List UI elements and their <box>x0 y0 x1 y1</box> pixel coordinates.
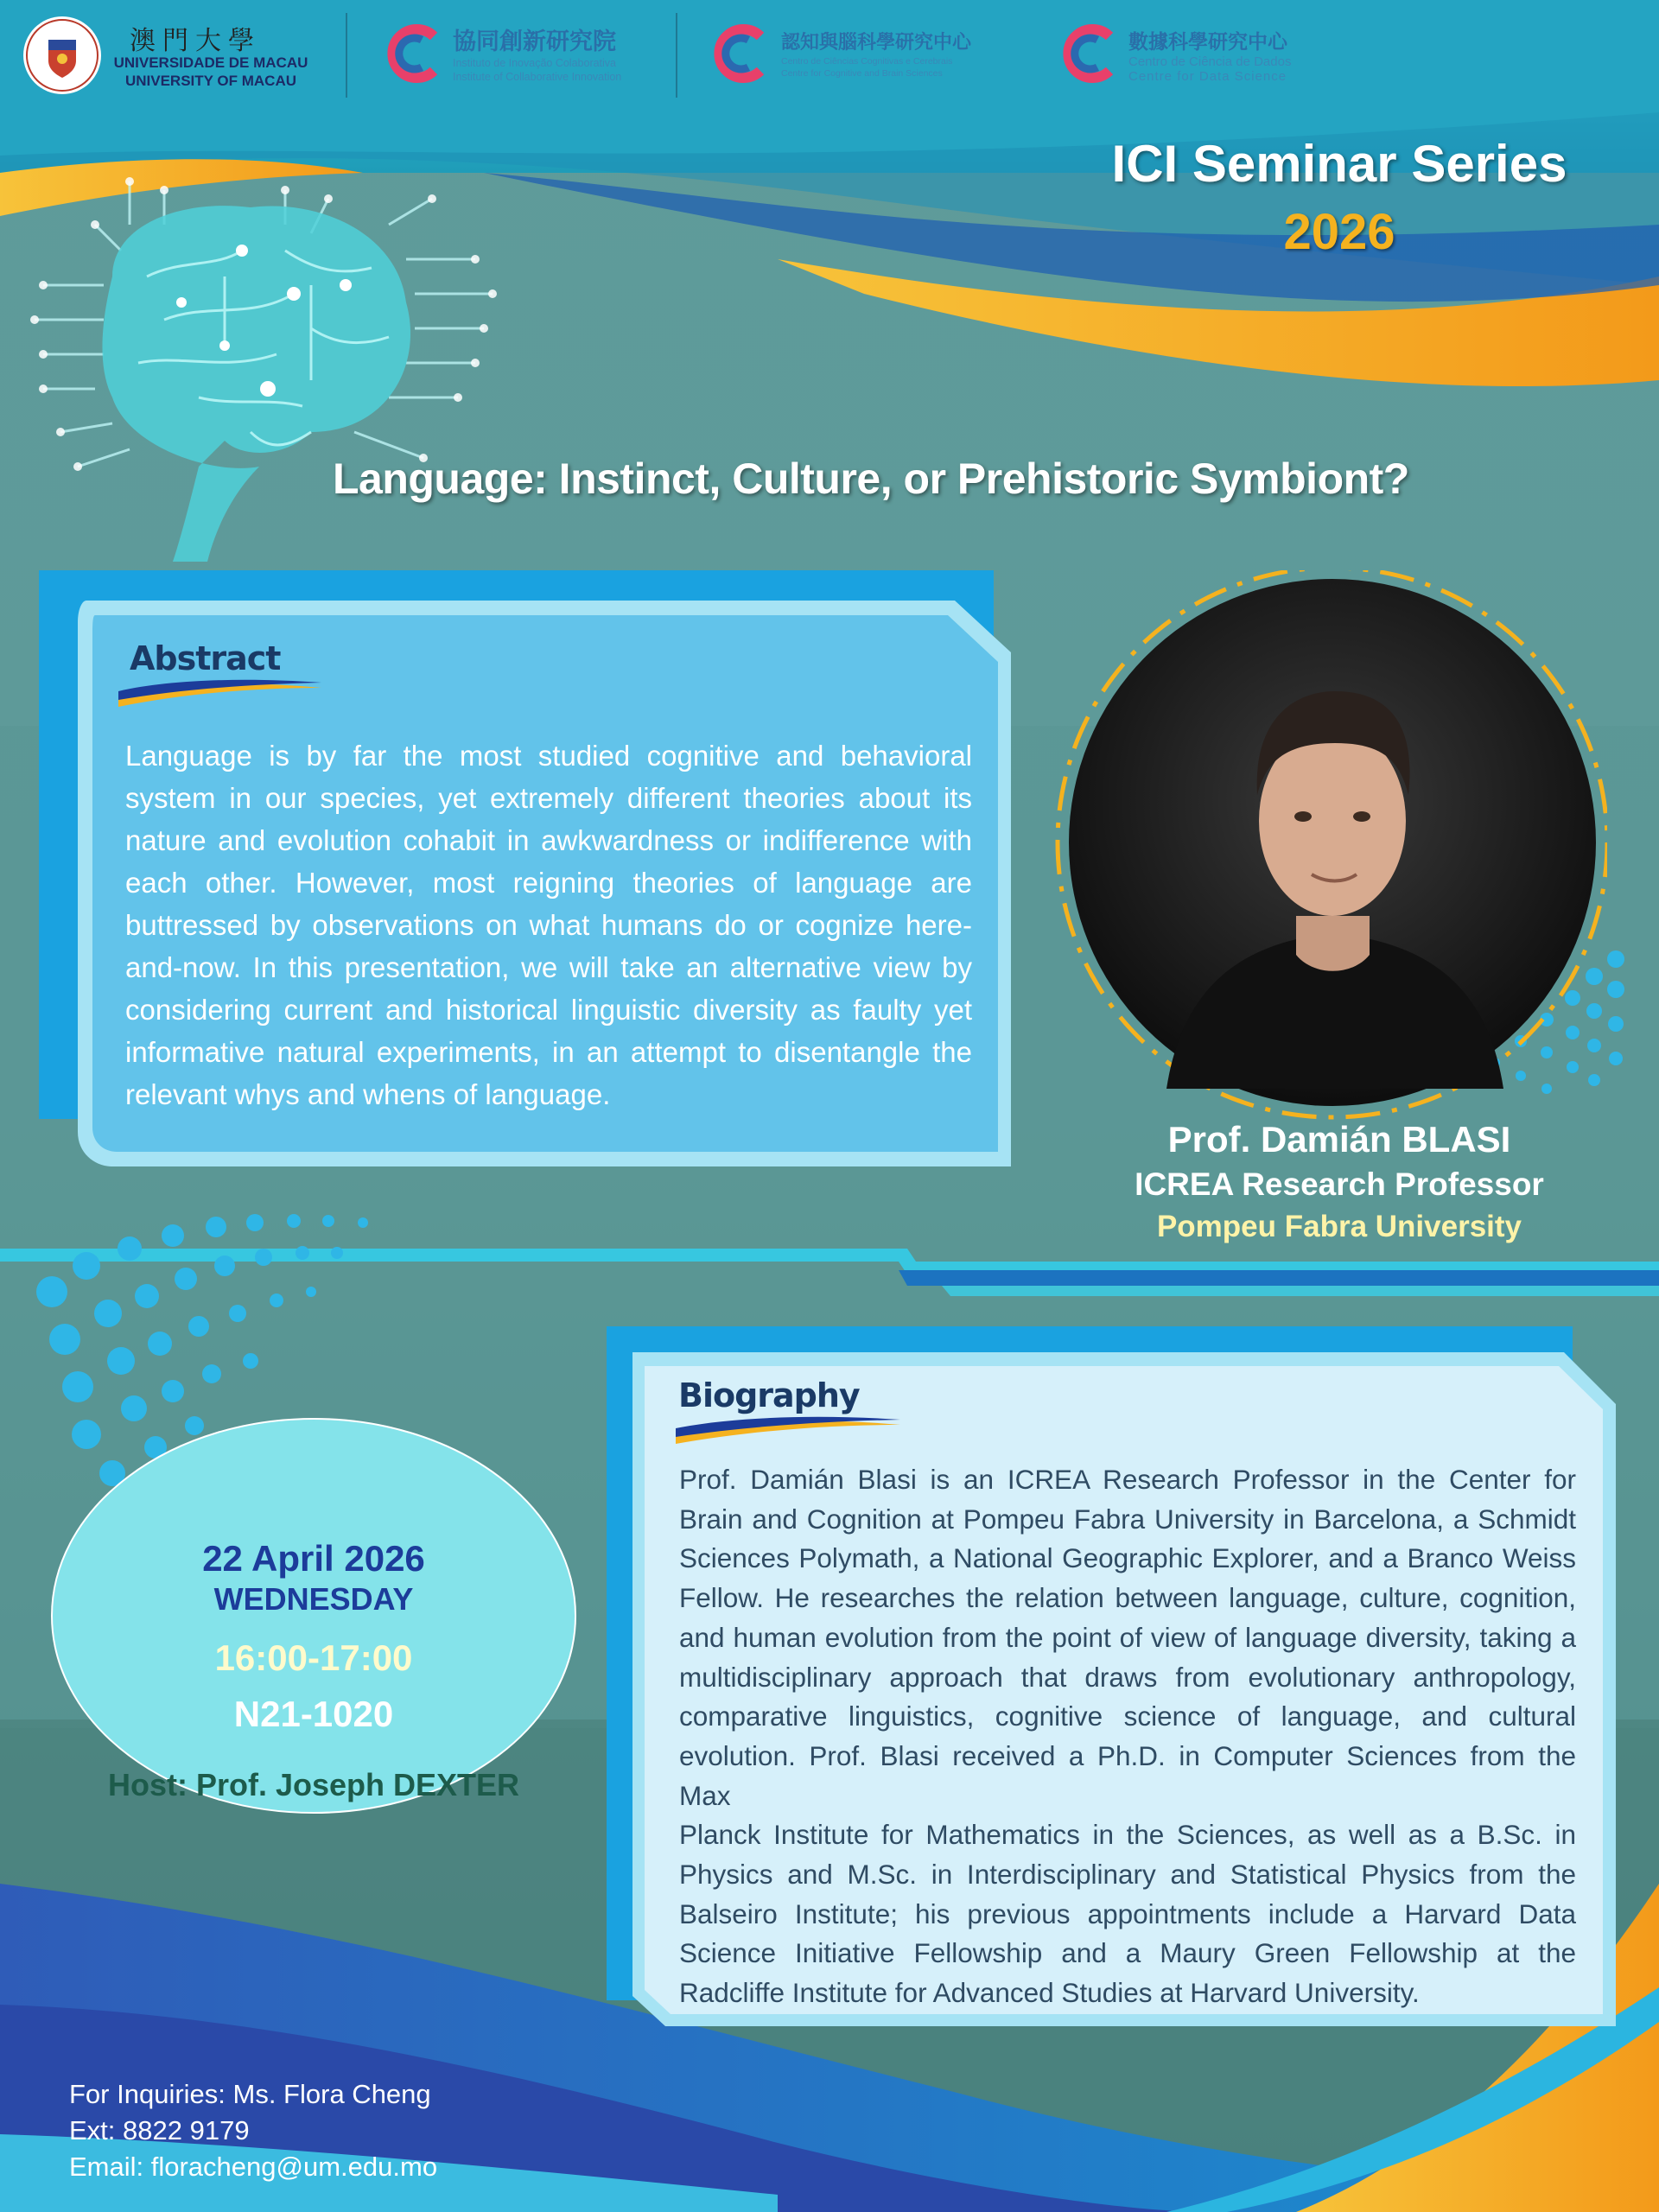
um-chinese-name: 澳門大學 <box>130 26 261 56</box>
biography-line: Planck Institute for Mathematics in the Sciences, as well as a B.Sc. in <box>679 1819 1576 1851</box>
footer-ext: Ext: 8822 9179 <box>69 2115 250 2145</box>
speaker-photo-area <box>1037 570 1642 1141</box>
biography-line: Balseiro Institute; his previous appointments include a Harvard Data <box>679 1897 1576 1929</box>
biography-line: Sciences Polymath, a National Geographic Explorer, and a Branco Weiss <box>679 1542 1576 1574</box>
speaker-role: ICREA Research Professor <box>1135 1166 1544 1202</box>
abstract-panel <box>39 570 1015 1166</box>
talk-title: Language: Instinct, Culture, or Prehistoric Symbiont? <box>333 454 1409 503</box>
event-room: N21-1020 <box>233 1694 394 1734</box>
um-seal-icon <box>22 16 102 95</box>
biography-line: Fellow. He researches the relation between language, culture, cognition, <box>679 1582 1576 1614</box>
header-bar <box>0 0 1659 108</box>
abstract-line: each other. However, most reigning theories of language are <box>125 867 972 899</box>
abstract-line: system in our species, yet extremely different theories about its <box>125 782 972 814</box>
biography-line: Radcliffe Institute for Advanced Studies at Harvard University. <box>679 1977 1420 2009</box>
abstract-line: Language is by far the most studied cognitive and behavioral <box>125 740 972 772</box>
abstract-line: relevant whys and whens of language. <box>125 1078 611 1110</box>
institute-1-pt: Instituto de Inovação Colaborativa <box>453 57 617 69</box>
institute-1-cn: 協同創新研究院 <box>453 29 616 55</box>
abstract-line: and-now. In this presentation, we will take an alternative view by <box>125 951 972 983</box>
cds-logo-icon <box>1063 24 1116 83</box>
event-time: 16:00-17:00 <box>214 1637 413 1678</box>
biography-body <box>679 1460 1576 2013</box>
institute-1-en: Institute of Collaborative Innovation <box>453 71 622 83</box>
institute-2-en: Centre for Cognitive and Brain Sciences <box>781 68 943 79</box>
abstract-line: nature and evolution cohabit in awkwardness or indifference with <box>125 824 972 856</box>
abstract-body <box>125 734 972 1116</box>
speaker-name: Prof. Damián BLASI <box>1167 1119 1511 1160</box>
ici-logo-icon <box>387 24 441 83</box>
heading-swoosh-icon <box>118 676 326 710</box>
um-name-en: UNIVERSITY OF MACAU <box>124 73 297 89</box>
header-divider <box>676 13 677 98</box>
abstract-line: buttressed by observations on what humans do or cognize here- <box>125 909 972 941</box>
biography-line: Science Initiative Fellowship and a Maury Green Fellowship at the <box>679 1937 1576 1969</box>
abstract-heading: Abstract <box>130 639 281 677</box>
header-divider <box>346 13 347 98</box>
um-name-pt: UNIVERSIDADE DE MACAU <box>113 54 308 71</box>
event-date: 22 April 2026 <box>202 1538 425 1579</box>
ccbs-logo-icon <box>714 24 767 83</box>
biography-line: evolution. Prof. Blasi received a Ph.D. in Computer Sciences from the Max <box>679 1739 1576 1811</box>
institute-3-pt: Centro de Ciência de Dados <box>1128 54 1292 69</box>
abstract-line: informative natural experiments, in an attempt to disentangle the <box>125 1036 972 1068</box>
biography-line: and human evolution from the point of view of language diversity, taking a <box>679 1621 1576 1653</box>
series-title: ICI Seminar Series <box>1111 135 1567 193</box>
footer-inquiries: For Inquiries: Ms. Flora Cheng <box>69 2079 431 2109</box>
biography-line: Brain and Cognition at Pompeu Fabra University in Barcelona, a Schmidt <box>679 1503 1576 1535</box>
footer-contact <box>69 2076 674 2185</box>
institute-3-en: Centre for Data Science <box>1128 69 1287 84</box>
abstract-line: considering current and historical linguistic diversity as faulty yet <box>125 994 972 1026</box>
biography-line: multidisciplinary approach that draws from evolutionary anthropology, <box>679 1661 1576 1693</box>
series-year: 2026 <box>1283 204 1395 260</box>
event-details-circle <box>50 1417 577 1815</box>
brain-circuit-icon <box>26 173 510 570</box>
heading-swoosh-icon <box>676 1413 905 1447</box>
event-weekday: WEDNESDAY <box>213 1581 414 1617</box>
footer-email[interactable]: Email: floracheng@um.edu.mo <box>69 2152 438 2182</box>
biography-panel <box>605 1326 1620 2035</box>
biography-line: Physics and M.Sc. in Interdisciplinary and Statistical Physics from the <box>679 1859 1576 1891</box>
institute-2-cn: 認知與腦科學研究中心 <box>781 32 972 54</box>
institute-3-cn: 數據科學研究中心 <box>1128 31 1287 54</box>
event-host: Host: Prof. Joseph DEXTER <box>107 1767 520 1802</box>
speaker-institution: Pompeu Fabra University <box>1156 1210 1522 1243</box>
speaker-photo <box>1037 570 1607 1141</box>
biography-line: comparative linguistics, cognitive science of language, and cultural <box>679 1700 1576 1732</box>
biography-line: Prof. Damián Blasi is an ICREA Research Professor in the Center for <box>679 1464 1576 1495</box>
biography-heading: Biography <box>678 1376 860 1414</box>
institute-2-pt: Centro de Ciências Cognitivas e Cerebrais <box>781 56 953 67</box>
